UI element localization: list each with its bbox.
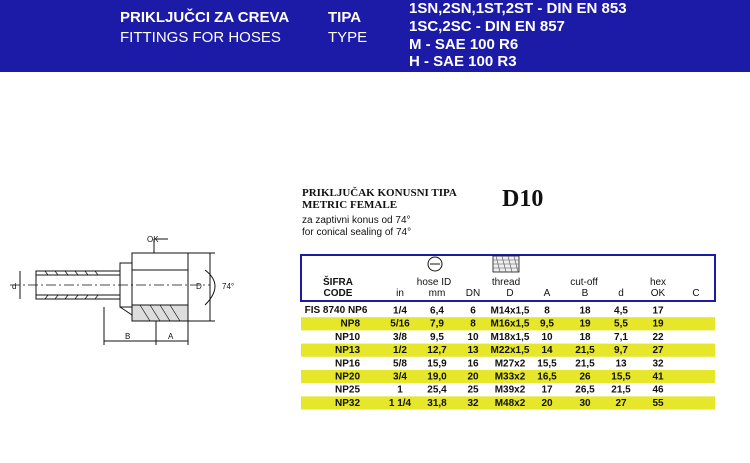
cell-mm: 31,8 bbox=[427, 397, 447, 409]
col-in: in bbox=[396, 288, 404, 299]
cell-dn: 32 bbox=[467, 397, 479, 409]
cell-ok: 19 bbox=[652, 318, 664, 330]
cell-b: 19 bbox=[579, 318, 591, 330]
fitting-drawing bbox=[0, 225, 240, 355]
cell-ok: 41 bbox=[652, 371, 664, 383]
cell-d: 4,5 bbox=[614, 305, 628, 317]
cell-mm: 25,4 bbox=[427, 384, 447, 396]
cell-ok: 22 bbox=[652, 331, 664, 343]
cell-in: 5/8 bbox=[393, 358, 407, 370]
cell-d: 21,5 bbox=[611, 384, 631, 396]
col-d-small: d bbox=[618, 288, 624, 299]
cell-b: 21,5 bbox=[575, 345, 595, 357]
col-b: B bbox=[581, 288, 589, 299]
cell-thread: M18x1,5 bbox=[490, 331, 530, 343]
cell-mm: 7,9 bbox=[430, 318, 444, 330]
dimensions-table bbox=[296, 254, 720, 414]
cell-a: 20 bbox=[541, 397, 553, 409]
cell-thread: M48x2 bbox=[494, 397, 526, 409]
cell-dn: 6 bbox=[470, 305, 476, 317]
cell-ok: 27 bbox=[652, 345, 664, 357]
cell-in: 1/4 bbox=[393, 305, 407, 317]
group-hex: hex bbox=[649, 277, 667, 288]
col-sifra: ŠIFRA bbox=[323, 277, 353, 288]
label-b: B bbox=[125, 332, 131, 341]
cell-a: 17 bbox=[541, 384, 553, 396]
cell-thread: M22x1,5 bbox=[490, 345, 530, 357]
col-dn: DN bbox=[465, 288, 481, 299]
cell-code: NP10 bbox=[334, 331, 360, 343]
cell-mm: 12,7 bbox=[427, 345, 447, 357]
cell-a: 9,5 bbox=[540, 318, 554, 330]
header-type-en: TYPE bbox=[328, 29, 368, 46]
table-row bbox=[335, 385, 664, 396]
cell-b: 30 bbox=[579, 397, 591, 409]
cell-code: NP20 bbox=[334, 371, 360, 383]
cell-ok: 17 bbox=[652, 305, 664, 317]
cell-mm: 15,9 bbox=[427, 358, 447, 370]
cell-code: NP16 bbox=[334, 358, 360, 370]
cell-d: 27 bbox=[615, 397, 627, 409]
table-row bbox=[301, 370, 715, 383]
cell-thread: M33x2 bbox=[494, 371, 526, 383]
group-hose-id: hose ID bbox=[416, 277, 452, 288]
header-type-sr: TIPA bbox=[328, 9, 362, 26]
cell-dn: 20 bbox=[467, 371, 479, 383]
cell-mm: 19,0 bbox=[427, 371, 447, 383]
cell-thread: M16x1,5 bbox=[490, 318, 530, 330]
col-code: CODE bbox=[323, 288, 353, 299]
header-title-sr: PRIKLJUČCI ZA CREVA bbox=[120, 9, 290, 26]
cell-code: NP25 bbox=[334, 384, 360, 396]
header-spec-2: 1SC,2SC - DIN EN 857 bbox=[409, 18, 565, 35]
cell-d: 13 bbox=[615, 358, 627, 370]
cell-in: 1 1/4 bbox=[388, 397, 412, 409]
header-spec-3: M - SAE 100 R6 bbox=[409, 36, 519, 53]
cell-d: 7,1 bbox=[614, 331, 628, 343]
table-row bbox=[335, 358, 664, 369]
cell-thread: M39x2 bbox=[494, 384, 526, 396]
cell-a: 16,5 bbox=[537, 371, 557, 383]
cell-thread: M14x1,5 bbox=[490, 305, 530, 317]
col-mm: mm bbox=[428, 288, 446, 299]
label-d-small: d bbox=[12, 282, 17, 291]
cell-dn: 16 bbox=[467, 358, 479, 370]
product-title-en: METRIC FEMALE bbox=[302, 199, 398, 211]
header-spec-4: H - SAE 100 R3 bbox=[409, 53, 517, 70]
reference-label: FIS 8740 NP6 bbox=[304, 305, 368, 316]
cell-b: 26,5 bbox=[575, 384, 595, 396]
col-a: A bbox=[543, 288, 551, 299]
cell-b: 18 bbox=[579, 305, 591, 317]
cell-b: 26 bbox=[579, 371, 591, 383]
header-title-en: FITTINGS FOR HOSES bbox=[120, 29, 281, 46]
table-row bbox=[393, 306, 664, 317]
cell-code: NP32 bbox=[334, 397, 360, 409]
cell-code: NP13 bbox=[334, 345, 360, 357]
cell-ok: 55 bbox=[652, 397, 664, 409]
cell-dn: 25 bbox=[467, 384, 479, 396]
cell-in: 3/4 bbox=[393, 371, 407, 383]
label-a: A bbox=[168, 332, 174, 341]
group-thread: thread bbox=[491, 277, 521, 288]
label-d-big: D bbox=[196, 282, 202, 291]
header-banner bbox=[0, 0, 750, 72]
table-row bbox=[301, 317, 715, 330]
col-c: C bbox=[692, 288, 700, 299]
table-row bbox=[335, 332, 664, 343]
cell-a: 8 bbox=[544, 305, 550, 317]
cell-dn: 13 bbox=[467, 345, 479, 357]
label-ok: OK bbox=[147, 235, 159, 244]
cell-in: 5/16 bbox=[390, 318, 410, 330]
note-sr: za zaptivni konus od 74° bbox=[302, 215, 411, 226]
cell-in: 3/8 bbox=[393, 331, 407, 343]
table-row bbox=[301, 344, 715, 357]
product-code: D10 bbox=[502, 186, 544, 212]
cell-a: 14 bbox=[541, 345, 553, 357]
cell-code: NP8 bbox=[340, 318, 360, 330]
cell-a: 15,5 bbox=[537, 358, 557, 370]
cell-in: 1/2 bbox=[393, 345, 407, 357]
cell-a: 10 bbox=[541, 331, 553, 343]
cell-in: 1 bbox=[397, 384, 403, 396]
cell-mm: 6,4 bbox=[430, 305, 444, 317]
product-title-sr: PRIKLJUČAK KONUSNI TIPA bbox=[302, 187, 457, 199]
cell-d: 15,5 bbox=[611, 371, 631, 383]
cell-mm: 9,5 bbox=[430, 331, 444, 343]
cell-thread: M27x2 bbox=[494, 358, 526, 370]
header-spec-1: 1SN,2SN,1ST,2ST - DIN EN 853 bbox=[409, 0, 627, 17]
cell-d: 9,7 bbox=[614, 345, 628, 357]
cell-b: 21,5 bbox=[575, 358, 595, 370]
cell-d: 5,5 bbox=[614, 318, 628, 330]
col-d: D bbox=[506, 288, 514, 299]
cell-dn: 10 bbox=[467, 331, 479, 343]
label-angle: 74° bbox=[222, 282, 235, 291]
col-ok: OK bbox=[650, 288, 666, 299]
group-cutoff: cut-off bbox=[570, 277, 598, 288]
cell-b: 18 bbox=[579, 331, 591, 343]
cell-dn: 8 bbox=[470, 318, 476, 330]
cell-ok: 32 bbox=[652, 358, 664, 370]
note-en: for conical sealing of 74° bbox=[302, 227, 412, 238]
cell-ok: 46 bbox=[652, 384, 664, 396]
thread-icon bbox=[493, 256, 519, 272]
table-row bbox=[301, 396, 715, 409]
